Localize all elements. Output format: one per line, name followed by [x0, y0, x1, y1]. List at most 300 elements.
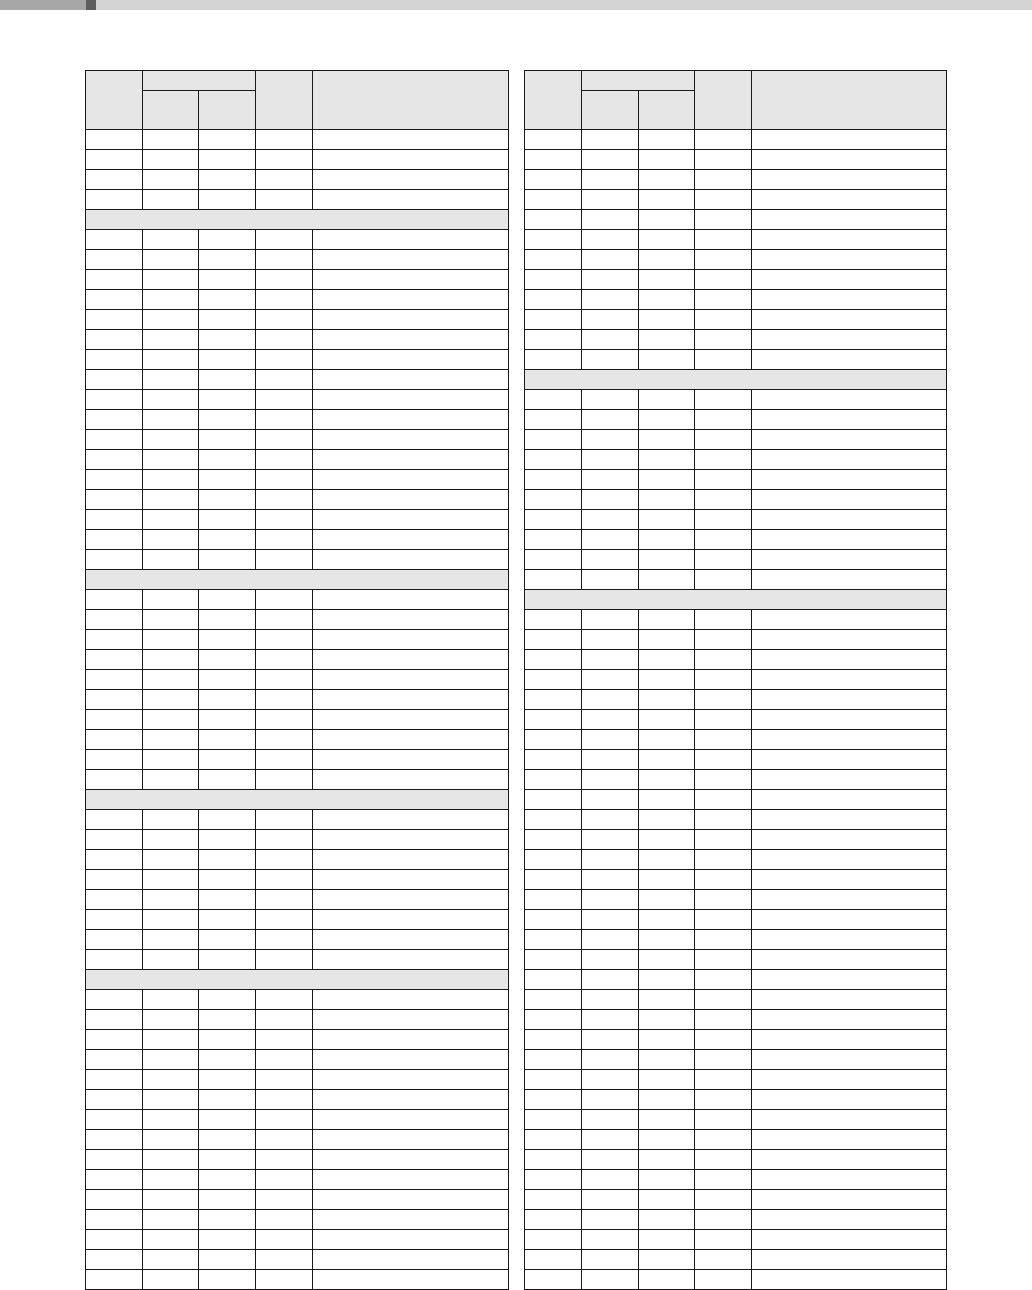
- table-cell: [143, 410, 199, 430]
- table-row: [525, 1030, 947, 1050]
- table-cell: [525, 950, 582, 970]
- table-cell: [695, 490, 752, 510]
- table-row: [86, 1230, 509, 1250]
- table-cell: [86, 470, 143, 490]
- table-cell: [313, 190, 509, 210]
- table-cell: [752, 130, 947, 150]
- table-cell: [199, 330, 256, 350]
- table-cell: [639, 730, 695, 750]
- table-cell: [582, 450, 639, 470]
- table-cell: [86, 1270, 143, 1290]
- table-cell: [639, 450, 695, 470]
- table-cell: [313, 650, 509, 670]
- table-cell: [582, 1130, 639, 1150]
- table-cell: [639, 790, 695, 810]
- table-cell: [143, 990, 199, 1010]
- table-cell: [256, 250, 313, 270]
- table-cell: [256, 430, 313, 450]
- table-row: [86, 1110, 509, 1130]
- section-header-row: [86, 570, 509, 590]
- table-cell: [313, 850, 509, 870]
- table-cell: [143, 830, 199, 850]
- table-cell: [199, 190, 256, 210]
- table-cell: [199, 950, 256, 970]
- table-row: [525, 190, 947, 210]
- table-row: [525, 730, 947, 750]
- table-cell: [582, 670, 639, 690]
- table-cell: [199, 730, 256, 750]
- table-cell: [86, 150, 143, 170]
- table-cell: [199, 750, 256, 770]
- table-cell: [143, 170, 199, 190]
- table-row: [86, 610, 509, 630]
- table-cell: [525, 1010, 582, 1030]
- table-cell: [639, 230, 695, 250]
- table-cell: [86, 630, 143, 650]
- table-cell: [639, 150, 695, 170]
- table-row: [525, 810, 947, 830]
- table-cell: [143, 290, 199, 310]
- table-cell: [695, 650, 752, 670]
- table-cell: [695, 730, 752, 750]
- table-cell: [752, 570, 947, 590]
- table-cell: [256, 950, 313, 970]
- table-cell: [199, 890, 256, 910]
- table-cell: [639, 950, 695, 970]
- table-cell: [525, 630, 582, 650]
- table-cell: [582, 690, 639, 710]
- table-cell: [313, 690, 509, 710]
- table-cell: [525, 850, 582, 870]
- table-cell: [639, 750, 695, 770]
- table-cell: [256, 830, 313, 850]
- table-cell: [143, 310, 199, 330]
- table-cell: [313, 810, 509, 830]
- table-cell: [199, 630, 256, 650]
- table-row: [86, 1270, 509, 1290]
- table-cell: [313, 450, 509, 470]
- table-cell: [313, 130, 509, 150]
- table-cell: [143, 590, 199, 610]
- table-cell: [752, 1090, 947, 1110]
- column-header-4: [256, 71, 313, 130]
- table-cell: [525, 210, 582, 230]
- table-row: [525, 490, 947, 510]
- table-cell: [695, 930, 752, 950]
- table-cell: [256, 310, 313, 330]
- table-row: [525, 1130, 947, 1150]
- table-cell: [752, 990, 947, 1010]
- table-body-left: [86, 130, 509, 1290]
- table-cell: [256, 1250, 313, 1270]
- table-cell: [86, 1010, 143, 1030]
- table-cell: [143, 230, 199, 250]
- table-cell: [313, 1110, 509, 1130]
- table-row: [525, 270, 947, 290]
- table-cell: [639, 850, 695, 870]
- table-cell: [86, 330, 143, 350]
- table-cell: [752, 1190, 947, 1210]
- table-cell: [143, 150, 199, 170]
- table-cell: [86, 1170, 143, 1190]
- table-cell: [752, 1030, 947, 1050]
- table-cell: [582, 750, 639, 770]
- table-cell: [313, 150, 509, 170]
- table-row: [86, 890, 509, 910]
- table-row: [86, 1010, 509, 1030]
- table-row: [525, 550, 947, 570]
- table-cell: [525, 390, 582, 410]
- table-cell: [525, 530, 582, 550]
- table-cell: [752, 530, 947, 550]
- table-cell: [695, 250, 752, 270]
- table-cell: [695, 790, 752, 810]
- table-cell: [695, 170, 752, 190]
- table-cell: [525, 670, 582, 690]
- table-cell: [256, 1170, 313, 1190]
- table-cell: [582, 270, 639, 290]
- table-cell: [752, 1110, 947, 1130]
- column-header-group: [143, 71, 256, 91]
- table-cell: [525, 130, 582, 150]
- table-cell: [256, 370, 313, 390]
- table-row: [525, 170, 947, 190]
- table-cell: [752, 330, 947, 350]
- table-row: [525, 670, 947, 690]
- table-cell: [639, 930, 695, 950]
- table-row: [86, 430, 509, 450]
- column-subheader-3: [199, 91, 256, 130]
- table-cell: [86, 270, 143, 290]
- table-cell: [695, 830, 752, 850]
- table-cell: [256, 350, 313, 370]
- table-row: [525, 870, 947, 890]
- table-cell: [199, 1210, 256, 1230]
- table-cell: [582, 1210, 639, 1230]
- table-row: [525, 830, 947, 850]
- table-cell: [639, 970, 695, 990]
- table-cell: [313, 510, 509, 530]
- table-cell: [199, 1130, 256, 1150]
- table-cell: [525, 1170, 582, 1190]
- table-cell: [199, 1170, 256, 1190]
- table-cell: [86, 590, 143, 610]
- data-table-right: [524, 70, 947, 1290]
- table-cell: [639, 770, 695, 790]
- table-cell: [582, 930, 639, 950]
- table-row: [525, 1150, 947, 1170]
- table-row: [86, 410, 509, 430]
- table-cell: [143, 1070, 199, 1090]
- table-cell: [582, 1270, 639, 1290]
- table-cell: [525, 1110, 582, 1130]
- table-cell: [143, 850, 199, 870]
- table-cell: [143, 1230, 199, 1250]
- table-cell: [256, 590, 313, 610]
- table-cell: [199, 930, 256, 950]
- table-cell: [143, 350, 199, 370]
- table-cell: [313, 1050, 509, 1070]
- table-cell: [695, 290, 752, 310]
- table-cell: [143, 710, 199, 730]
- table-row: [86, 1250, 509, 1270]
- table-cell: [143, 390, 199, 410]
- table-row: [86, 1190, 509, 1210]
- table-cell: [695, 910, 752, 930]
- table-cell: [639, 290, 695, 310]
- table-cell: [143, 670, 199, 690]
- table-cell: [639, 210, 695, 230]
- table-row: [525, 470, 947, 490]
- table-cell: [313, 310, 509, 330]
- table-cell: [582, 730, 639, 750]
- table-cell: [313, 1010, 509, 1030]
- table-row: [525, 910, 947, 930]
- table-cell: [143, 430, 199, 450]
- table-cell: [313, 170, 509, 190]
- table-cell: [752, 510, 947, 530]
- table-cell: [752, 1210, 947, 1230]
- table-cell: [639, 1190, 695, 1210]
- table-row: [86, 470, 509, 490]
- table-cell: [752, 930, 947, 950]
- header-bar-segment-light: [0, 0, 86, 10]
- table-row: [525, 650, 947, 670]
- table-cell: [695, 1110, 752, 1130]
- table-cell: [695, 130, 752, 150]
- table-cell: [582, 290, 639, 310]
- table-cell: [199, 610, 256, 630]
- table-cell: [639, 1010, 695, 1030]
- table-row: [86, 1090, 509, 1110]
- table-cell: [525, 990, 582, 1010]
- table-cell: [752, 850, 947, 870]
- table-cell: [582, 650, 639, 670]
- table-cell: [143, 810, 199, 830]
- table-cell: [695, 1250, 752, 1270]
- table-cell: [695, 630, 752, 650]
- table-cell: [313, 410, 509, 430]
- table-cell: [86, 1110, 143, 1130]
- table-cell: [86, 950, 143, 970]
- table-row: [525, 310, 947, 330]
- table-cell: [313, 1170, 509, 1190]
- table-cell: [143, 610, 199, 630]
- table-row: [86, 770, 509, 790]
- table-row: [86, 910, 509, 930]
- table-cell: [639, 870, 695, 890]
- table-cell: [695, 430, 752, 450]
- table-cell: [639, 910, 695, 930]
- table-cell: [752, 1010, 947, 1030]
- table-cell: [525, 1230, 582, 1250]
- table-cell: [695, 190, 752, 210]
- table-row: [86, 810, 509, 830]
- table-cell: [582, 130, 639, 150]
- table-row: [86, 850, 509, 870]
- table-cell: [639, 1090, 695, 1110]
- table-cell: [256, 630, 313, 650]
- table-cell: [695, 1090, 752, 1110]
- table-cell: [752, 870, 947, 890]
- table-cell: [695, 310, 752, 330]
- table-cell: [313, 250, 509, 270]
- table-row: [86, 350, 509, 370]
- table-row: [525, 990, 947, 1010]
- table-cell: [582, 870, 639, 890]
- table-cell: [525, 170, 582, 190]
- section-header-cell: [86, 210, 509, 230]
- table-cell: [199, 1150, 256, 1170]
- table-row: [86, 550, 509, 570]
- table-cell: [525, 1270, 582, 1290]
- table-cell: [752, 1170, 947, 1190]
- section-header-cell: [525, 590, 947, 610]
- table-cell: [525, 650, 582, 670]
- table-row: [86, 130, 509, 150]
- table-cell: [525, 550, 582, 570]
- table-cell: [199, 770, 256, 790]
- table-row: [525, 630, 947, 650]
- table-cell: [752, 750, 947, 770]
- table-cell: [525, 1130, 582, 1150]
- table-cell: [525, 710, 582, 730]
- table-cell: [199, 250, 256, 270]
- table-cell: [86, 430, 143, 450]
- table-cell: [86, 490, 143, 510]
- table-row: [525, 150, 947, 170]
- table-cell: [86, 850, 143, 870]
- table-cell: [86, 1070, 143, 1090]
- table-cell: [525, 830, 582, 850]
- table-cell: [199, 550, 256, 570]
- column-header-4: [695, 71, 752, 130]
- table-cell: [525, 430, 582, 450]
- table-cell: [199, 810, 256, 830]
- table-cell: [582, 970, 639, 990]
- table-row: [525, 390, 947, 410]
- table-cell: [582, 1050, 639, 1070]
- table-cell: [313, 750, 509, 770]
- table-cell: [525, 1190, 582, 1210]
- table-cell: [256, 450, 313, 470]
- table-row: [525, 1250, 947, 1270]
- table-cell: [695, 810, 752, 830]
- table-cell: [752, 470, 947, 490]
- table-cell: [525, 1030, 582, 1050]
- table-row: [525, 410, 947, 430]
- table-row: [525, 690, 947, 710]
- table-cell: [525, 870, 582, 890]
- table-cell: [256, 870, 313, 890]
- table-cell: [752, 1130, 947, 1150]
- table-cell: [525, 290, 582, 310]
- table-cell: [525, 910, 582, 930]
- table-cell: [86, 450, 143, 470]
- table-cell: [86, 130, 143, 150]
- table-cell: [86, 1190, 143, 1210]
- table-cell: [256, 390, 313, 410]
- table-cell: [525, 970, 582, 990]
- table-cell: [86, 670, 143, 690]
- table-row: [525, 770, 947, 790]
- table-row: [86, 490, 509, 510]
- table-cell: [639, 990, 695, 1010]
- table-cell: [199, 850, 256, 870]
- table-row: [86, 330, 509, 350]
- table-row: [86, 1050, 509, 1070]
- table-cell: [525, 470, 582, 490]
- table-cell: [695, 270, 752, 290]
- table-cell: [86, 830, 143, 850]
- table-cell: [582, 490, 639, 510]
- table-cell: [695, 610, 752, 630]
- table-row: [525, 130, 947, 150]
- table-cell: [199, 1190, 256, 1210]
- table-row: [525, 710, 947, 730]
- table-cell: [143, 770, 199, 790]
- table-cell: [752, 150, 947, 170]
- table-cell: [525, 930, 582, 950]
- table-cell: [525, 1070, 582, 1090]
- column-header-group: [582, 71, 695, 91]
- table-cell: [86, 390, 143, 410]
- table-cell: [86, 710, 143, 730]
- table-cell: [582, 1170, 639, 1190]
- table-cell: [639, 330, 695, 350]
- table-cell: [525, 450, 582, 470]
- table-row: [525, 930, 947, 950]
- table-cell: [199, 270, 256, 290]
- table-cell: [143, 550, 199, 570]
- table-cell: [143, 190, 199, 210]
- table-cell: [752, 710, 947, 730]
- table-cell: [582, 570, 639, 590]
- table-cell: [143, 630, 199, 650]
- table-cell: [695, 1190, 752, 1210]
- table-row: [86, 650, 509, 670]
- table-cell: [582, 1190, 639, 1210]
- table-cell: [199, 150, 256, 170]
- table-cell: [256, 850, 313, 870]
- section-header-cell: [86, 790, 509, 810]
- table-cell: [695, 850, 752, 870]
- table-cell: [313, 670, 509, 690]
- table-cell: [752, 670, 947, 690]
- table-cell: [695, 1150, 752, 1170]
- table-cell: [752, 550, 947, 570]
- table-cell: [313, 330, 509, 350]
- table-cell: [86, 550, 143, 570]
- table-cell: [639, 510, 695, 530]
- table-cell: [525, 230, 582, 250]
- table-cell: [256, 1110, 313, 1130]
- table-cell: [313, 230, 509, 250]
- table-cell: [199, 1230, 256, 1250]
- table-row: [86, 530, 509, 550]
- table-row: [86, 710, 509, 730]
- table-row: [525, 210, 947, 230]
- table-cell: [752, 770, 947, 790]
- table-cell: [639, 1270, 695, 1290]
- table-cell: [582, 830, 639, 850]
- table-cell: [525, 1050, 582, 1070]
- table-cell: [582, 250, 639, 270]
- table-cell: [752, 650, 947, 670]
- table-cell: [256, 710, 313, 730]
- table-row: [86, 370, 509, 390]
- table-cell: [86, 810, 143, 830]
